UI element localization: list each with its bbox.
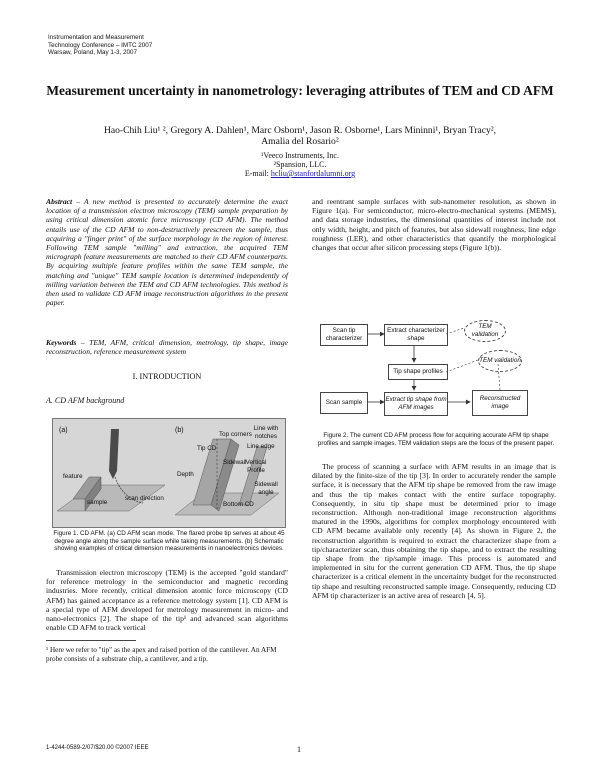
subsection-heading: A. CD AFM background <box>46 396 125 405</box>
right-paragraph-2: The process of scanning a surface with AFM results in an image that is dilated by the finite-size of the tip [3]. In order to accurately render the sample surface, it is necessary that the AFM tip shape be removed from the raw image and thus the tip makes contact with the entire surface topography. Consequently, in situ tip shape must be determined prior to image reconstruction. Although non-traditional image reconstruction algorithms matured in the 1990s, algorithms for complex morphology encountered with CD AFM became available only recently [4]. As shown in Figure 2, the reconstruction algorithm is required to extract the characterizer shape from a tip/characterizer scan, thus obtaining the tip shape, and to extract the resulting tip shape from the tip/sample image. This process is automated and implemented in situ for the current generation CD AFM. Thus, the tip shape characterizer is a critical element in the uncertainty budget for the reconstructed tip shape and resulting reconstructed sample image. Consequently, reducing CD AFM tip characterizer is an active area of research [4, 5]. <box>312 462 556 600</box>
abstract <box>46 197 288 307</box>
figure-1-label-sidewall-angle: Sidewall angle <box>254 481 278 496</box>
figure-2 <box>318 320 554 426</box>
keywords <box>46 338 288 356</box>
abstract-label: Abstract <box>46 197 73 206</box>
conference-header <box>48 34 152 57</box>
page-number: 1 <box>297 745 301 754</box>
flow-box-extract-tip-shape: Extract tip shape from AFM images <box>384 392 448 416</box>
figure-1-label-line-edge: Line edge <box>247 443 275 450</box>
keywords-text: – TEM, AFM, critical dimension, metrology, tip shape, image reconstruction, reference measurement system <box>46 338 288 357</box>
section-heading-introduction: I. INTRODUCTION <box>132 372 202 381</box>
figure-1 <box>52 418 286 528</box>
email-label: E-mail: <box>244 169 269 178</box>
flow-box-reconstructed-image: Reconstructed image <box>472 390 528 416</box>
figure-1-label-depth: Depth <box>177 471 194 478</box>
flow-box-extract-characterizer: Extract characterizer shape <box>384 324 448 346</box>
authors-line-1: Hao-Chih Liu¹ ², Gregory A. Dahlen¹, Marc Osborn¹, Jason R. Osborne¹, Lars Mininni¹, Bryan Tracy², <box>103 125 497 136</box>
conference-line-2: Technology Conference – IMTC 2007 <box>48 41 153 49</box>
flow-box-scan-sample: Scan sample <box>320 392 368 414</box>
footnote: ¹ Here we refer to "tip" as the apex and raised portion of the cantilever. An AFM probe consists of a substrate chip, a cantilever, and a tip. <box>46 646 277 663</box>
affiliation-1: ¹Veeco Instruments, Inc. <box>261 151 339 160</box>
figure-2-caption: Figure 2. The current CD AFM process flow for acquiring accurate AFM tip shape profiles and sample images. TEM validation steps are the focus of the present paper. <box>317 432 555 447</box>
figure-1-label-tip-cd: Tip CD <box>197 445 217 452</box>
email-link[interactable]: hcliu@stanfordalumni.org <box>270 169 356 178</box>
figure-1-label-sidewall: Sidewall <box>223 459 247 466</box>
right-paragraph-1: and reentrant sample surfaces with sub-nanometer resolution, as shown in Figure 1(a). For semiconductor, micro-electro-mechanical systems (MEMS), and data storage industries, the dimensional quantities of interest include not only width, height, and pitch of features, but also sidewall roughness, line edge roughness (LER), and other characteristics that quantify the morphological changes that occur after silicon processing steps (Figure 1(b)). <box>312 197 556 253</box>
figure-1-label-feature: feature <box>63 473 83 480</box>
author-list <box>40 125 560 147</box>
conference-line-3: Warsaw, Poland, May 1-3, 2007 <box>48 49 138 57</box>
figure-1-caption: Figure 1. CD AFM. (a) CD AFM scan mode. The flared probe tip serves at about 45 degree angle along the sample surface while taking measurements. (b) Schematic showing examples of critical dimension measurements in nanoelectronics devices. <box>53 530 285 553</box>
paper-title: Measurement uncertainty in nanometrology: leveraging attributes of TEM and CD AFM <box>46 83 554 98</box>
authors-line-2: Amalia del Rosario² <box>261 136 339 148</box>
figure-1-label-line-notches: Line with notches <box>253 425 279 440</box>
intro-paragraph-1: Transmission electron microscopy (TEM) is the accepted "gold standard" for reference metrology in the semiconductor and magnetic recording industries. More recently, critical dimension atomic force microscopy (CD AFM) has gained acceptance as a reference metrology system [1]. CD AFM is a special type of AFM developed for metrology measurement in micro- and nano-electronics [2]. The shape of the tip¹ and advanced scan algorithms enable CD AFM to track vertical <box>46 568 288 633</box>
keywords-label: Keywords <box>46 338 77 347</box>
figure-1-panel-a-label: (a) <box>59 427 68 434</box>
figure-1-label-vertical-profile: Vertical Profile <box>245 459 267 474</box>
figure-1-label-bottom-cd: Bottom CD <box>223 501 254 508</box>
flow-ellipse-tem-validation-1: TEM validation <box>464 320 506 342</box>
figure-1-label-sample: sample <box>87 499 108 506</box>
affiliations <box>40 151 560 178</box>
figure-1-label-scan-direction: scan direction <box>125 495 164 502</box>
copyright-footer: 1-4244-0589-2/07/$20.00 ©2007 IEEE <box>46 745 149 751</box>
flow-box-tip-shape-profiles: Tip shape profiles <box>388 364 448 380</box>
flow-box-scan-tip-characterizer: Scan tip characterizer <box>320 324 368 346</box>
conference-line-1: Instrumentation and Measurement <box>48 34 144 41</box>
abstract-text: – A new method is presented to accurately determine the exact location of a transmission electron microscopy (TEM) sample preparation by using critical dimension atomic force microscopy (CD AFM). The method entails use of the CD AFM to non-destructively prescreen the sample, thus acquiring a "finger print" of the surface morphology in the region of interest. Following TEM sample "milling" and extraction, the acquired TEM micrograph feature measurements are matched to their CD AFM counterparts. By acquiring multiple feature profiles within the same TEM sample, the matching and "unique" TEM sample location is determined independently of milling variation between the TEM and CD AFM technologies. This method is then used to validate CD AFM image reconstruction algorithms in the present paper. <box>46 197 288 308</box>
figure-1-label-top-corners: Top corners <box>219 431 252 438</box>
flow-ellipse-tem-validation-2: TEM validation <box>478 350 522 372</box>
affiliation-2: ²Spansion, LLC. <box>273 160 327 169</box>
figure-1-panel-b-label: (b) <box>175 427 184 434</box>
email-line <box>40 169 560 178</box>
footnote-rule <box>46 640 136 641</box>
